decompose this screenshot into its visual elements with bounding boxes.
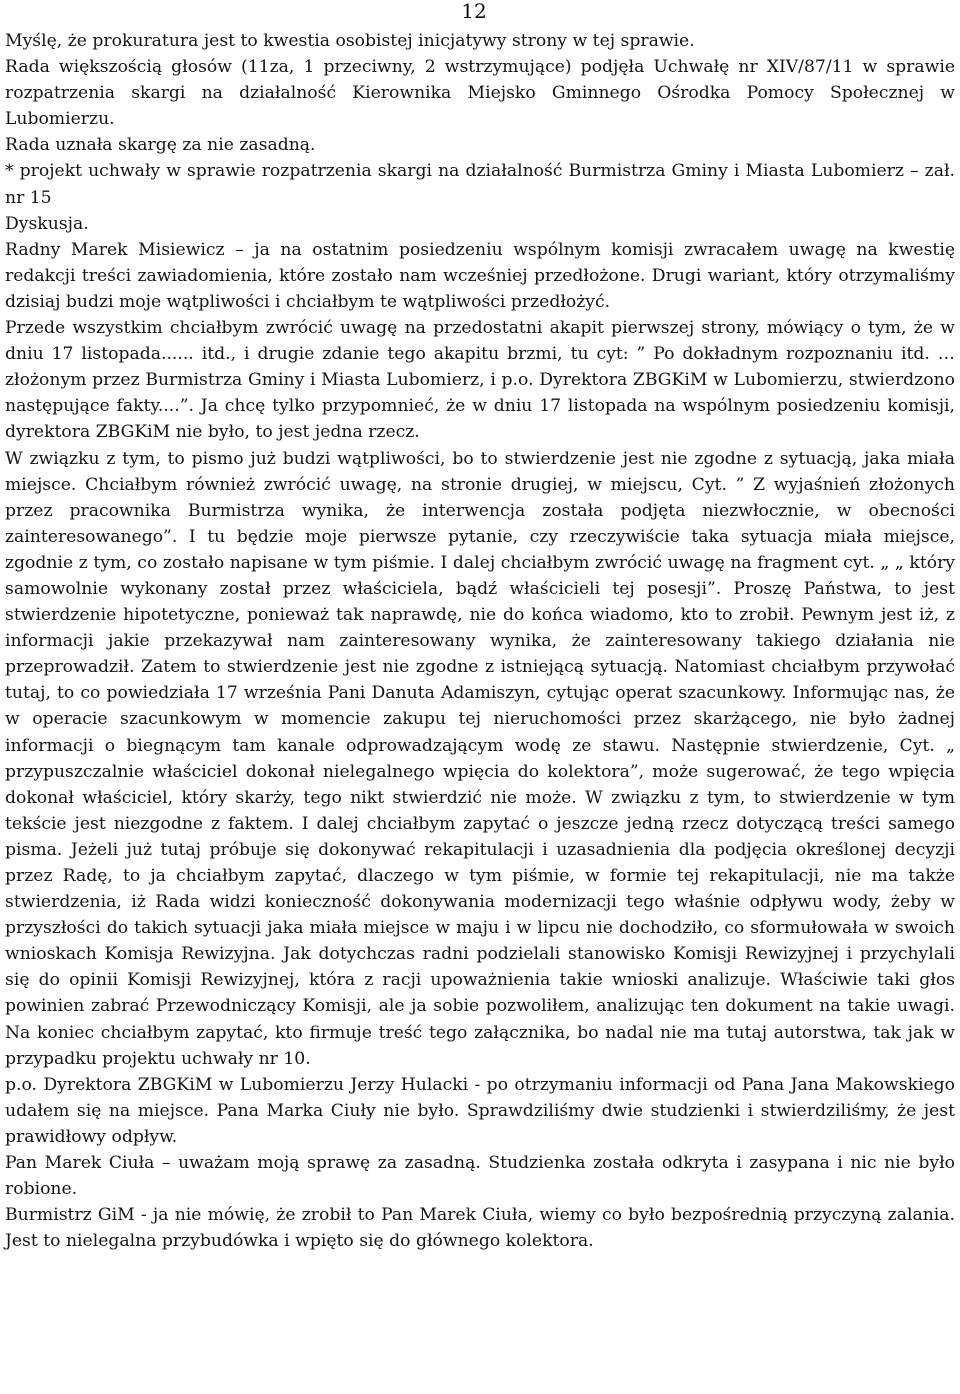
document-body xyxy=(5,28,955,1254)
paragraph-resolution-xiv-87-11: Rada większością głosów (11za, 1 przeciwny, 2 wstrzymujące) podjęła Uchwałę nr XIV/87/11 w sprawie rozpatrzenia skargi na działalność Kierownika Miejsko Gminnego Ośrodka Pomocy Społecznej w Lubomierzu. xyxy=(5,57,955,130)
paragraph-draft-resolution-item: * projekt uchwały w sprawie rozpatrzenia skargi na działalność Burmistrza Gminy i Miasta Lubomierz – zał. nr 15 xyxy=(5,161,955,208)
paragraph-hulacki-response: p.o. Dyrektora ZBGKiM w Lubomierzu Jerzy Hulacki - po otrzymaniu informacji od Pana Jana Makowskiego udałem się na miejsce. Pana Marka Ciuły nie było. Sprawdziliśmy dwie studzienki i stwierdziliśmy, że jest prawidłowy odpływ. xyxy=(5,1074,955,1147)
paragraph-complaint-dismissed: Rada uznała skargę za nie zasadną. xyxy=(5,135,316,156)
paragraph-ciula-response: Pan Marek Ciuła – uważam moją sprawę za zasadną. Studzienka została odkryta i zasypana i nic nie było robione. xyxy=(5,1153,955,1200)
paragraph-prokuratura: Myślę, że prokuratura jest to kwestia osobistej inicjatywy strony w tej sprawie. xyxy=(5,31,695,51)
paragraph-misiewicz-statement: Radny Marek Misiewicz – ja na ostatnim posiedzeniu wspólnym komisji zwracałem uwagę na kwestię redakcji treści zawiadomienia, które zostało nam wcześniej przedłożone. Drugi wariant, który otrzymaliśmy dzisiaj budzi moje wątpliwości i chciałbym te wątpliwości przedłożyć. xyxy=(5,239,955,312)
paragraph-misiewicz-first-page-remark: Przede wszystkim chciałbym zwrócić uwagę na przedostatni akapit pierwszej strony, mówiący o tym, że w dniu 17 listopada...... itd., i drugie zdanie tego akapitu brzmi, tu cyt: ” Po dokładnym rozpoznaniu itd. … złożonym przez Burmistrza Gminy i Miasta Lubomierz, i p.o. Dyrektora ZBGKiM w Lubomierzu, stwierdzono następujące fakty....”. Ja chcę tylko przypomnieć, że w dniu 17 listopada na wspólnym posiedzeniu komisji, dyrektora ZBGKiM nie było, to jest jedna rzecz. xyxy=(5,318,955,443)
page-number: 12 xyxy=(461,0,487,23)
paragraph-discussion-heading: Dyskusja. xyxy=(5,213,89,234)
paragraph-burmistrz-response: Burmistrz GiM - ja nie mówię, że zrobił to Pan Marek Ciuła, wiemy co było bezpośrednią przyczyną zalania. Jest to nielegalna przybudówka i wpięto się do głównego kolektora. xyxy=(5,1205,955,1252)
paragraph-misiewicz-second-page-remark: W związku z tym, to pismo już budzi wątpliwości, bo to stwierdzenie jest nie zgodne z sytuacją, jaka miała miejsce. Chciałbym również zwrócić uwagę, na stronie drugiej, w miejscu, Cyt. ” Z wyjaśnień złożonych przez pracownika Burmistrza wynika, że interwencja została podjęta niezwłocznie, w obecności zainteresowanego”. I tu będzie moje pierwsze pytanie, czy rzeczywiście taka sytuacja miała miejsce, zgodnie z tym, co zostało napisane w tym piśmie. I dalej chciałbym zwrócić uwagę na fragment cyt. „ „ który samowolnie wykonany został przez właściciela, bądź właścicieli tej posesji”. Proszę Państwa, to jest stwierdzenie hipotetyczne, ponieważ tak naprawdę, nie do końca wiadomo, kto to zrobił. Pewnym jest iż, z informacji jakie przekazywał nam zainteresowany wynika, że zainteresowany takiego działania nie przeprowadził. Zatem to stwierdzenie jest nie zgodne z istniejącą sytuacją. Natomiast chciałbym przywołać tutaj, to co powiedziała 17 września Pani Danuta Adamiszyn, cytując operat szacunkowy. Informując nas, że w operacie szacunkowym w momencie zakupu tej nieruchomości przez skarżącego, nie było żadnej informacji o biegnącym tam kanale odprowadzającym wodę ze stawu. Następnie stwierdzenie, Cyt. „ przypuszczalnie właściciel dokonał nielegalnego wpięcia do kolektora”, może sugerować, że tego wpięcia dokonał właściciel, który skarży, tego nikt stwierdzić nie może. W związku z tym, to stwierdzenie w tym tekście jest niezgodne z faktem. I dalej chciałbym zapytać o jeszcze jedną rzecz dotyczącą treści samego pisma. Jeżeli już tutaj próbuje się dokonywać rekapitulacji i uzasadnienia dla podjęcia określonej decyzji przez Radę, to ja chciałbym zapytać, dlaczego w tym piśmie, w formie tej rekapitulacji, nie ma także stwierdzenia, iż Rada widzi konieczność dokonywania modernizacji tego właśnie odpływu wody, żeby w przyszłości do takich sytuacji jaka miała miejsce w maju i w lipcu nie dochodziło, co sformułowała w swoich wnioskach Komisja Rewizyjna. Jak dotychczas radni podzielali stanowisko Komisji Rewizyjnej i przychylali się do opinii Komisji Rewizyjnej, która z racji upoważnienia takie wnioski analizuje. Właściwie taki głos powinien zabrać Przewodniczący Komisji, ale ja sobie pozwoliłem, analizując ten dokument na takie uwagi. Na koniec chciałbym zapytać, kto firmuje treść tego załącznika, bo nadal nie ma tutaj autorstwa, tak jak w przypadku projektu uchwały nr 10. xyxy=(5,448,955,1069)
